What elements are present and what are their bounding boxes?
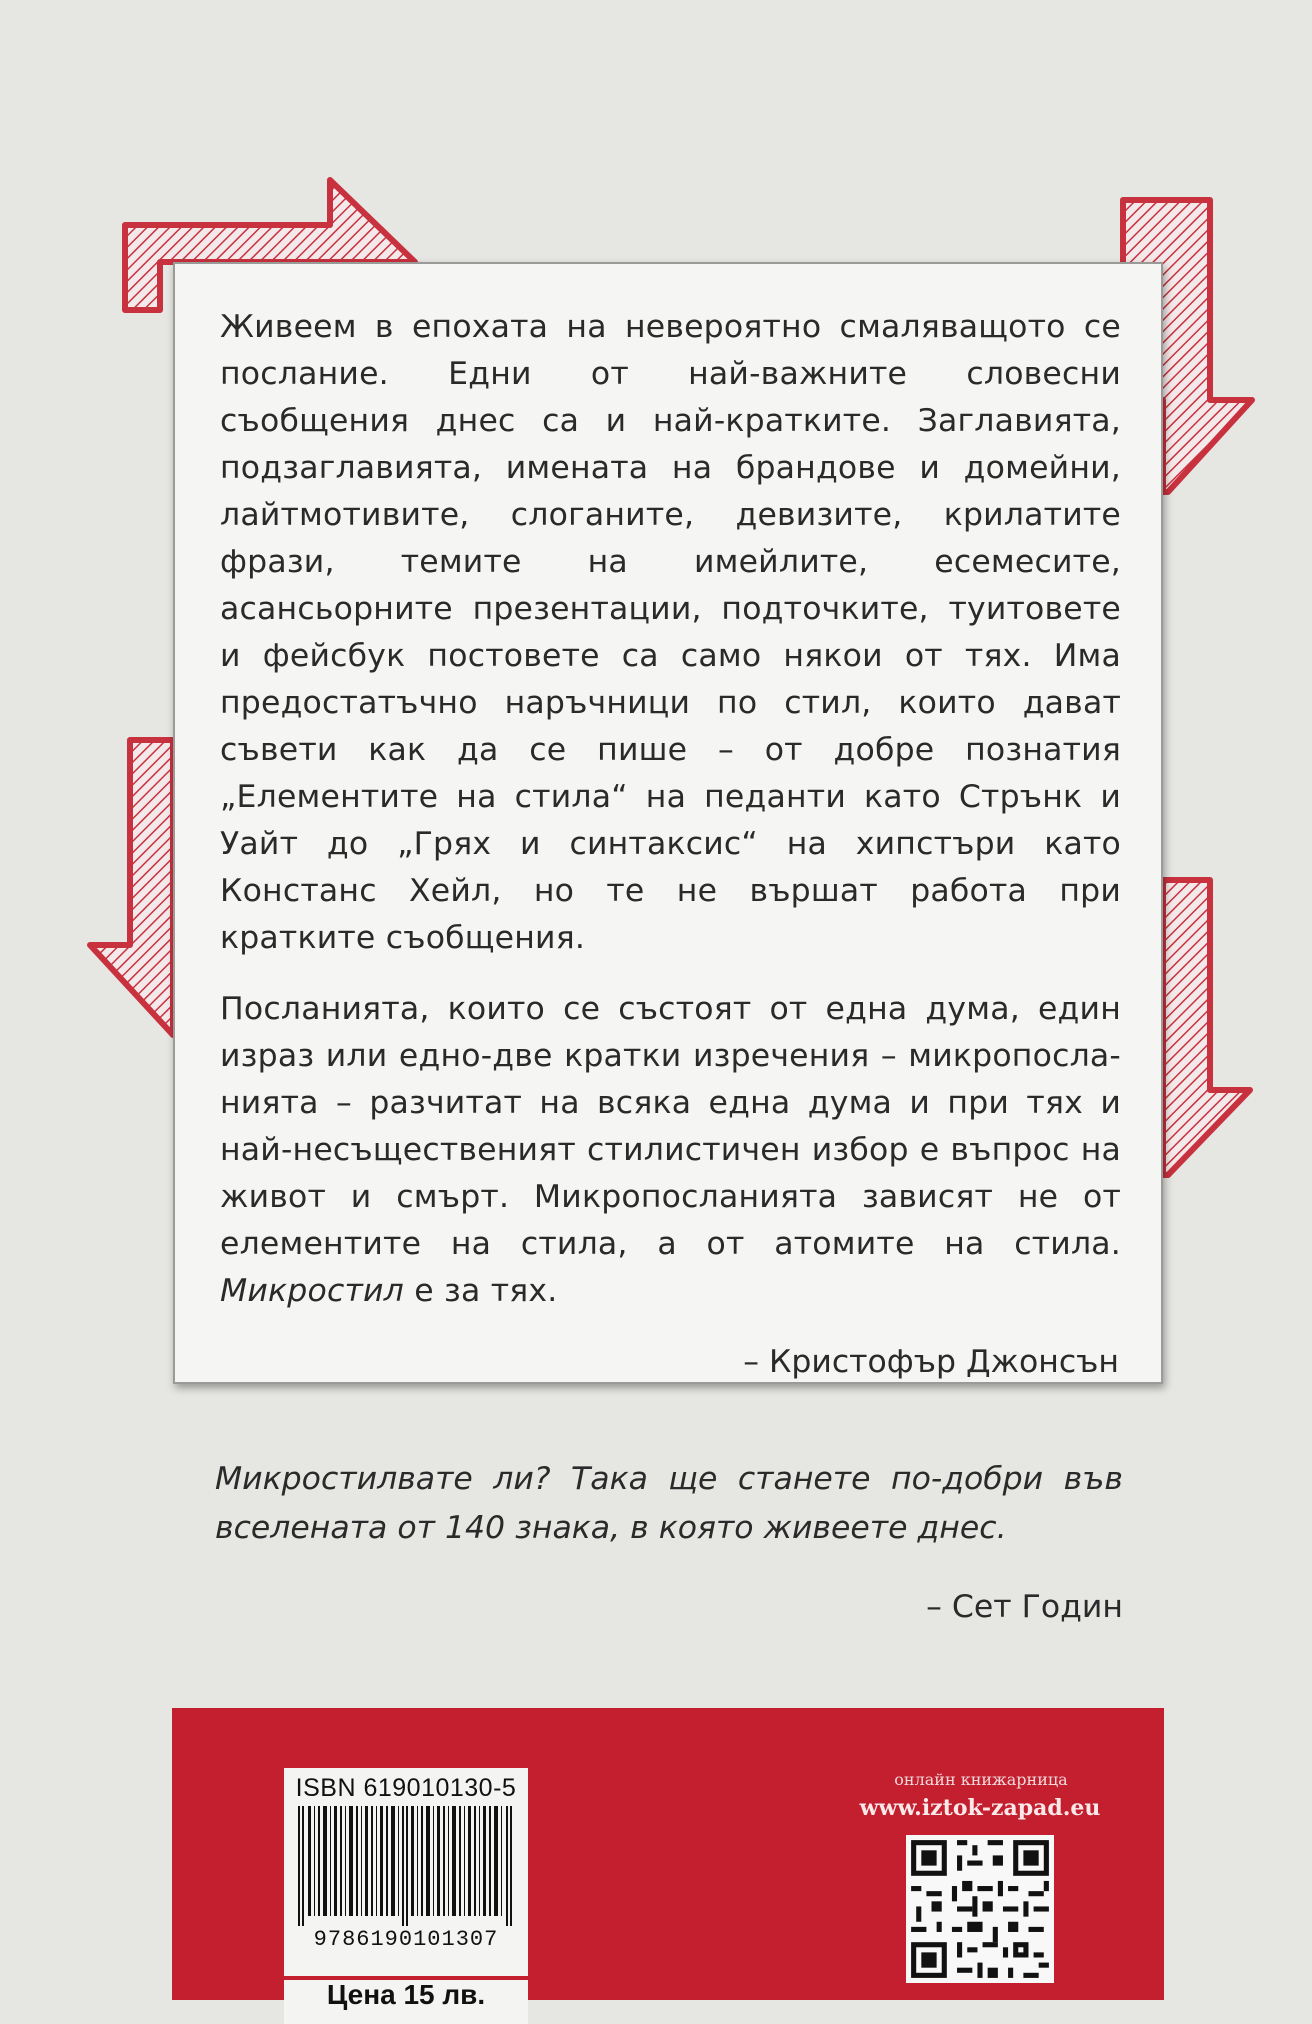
book-title-italic: Микростил	[220, 1273, 405, 1309]
arrow-mid-left	[90, 740, 173, 1035]
quote-box	[173, 262, 1163, 1384]
isbn-label: ISBN 619010130-5	[295, 1774, 517, 1802]
shop-url[interactable]: www.iztok-zapad.eu	[859, 1795, 1101, 1821]
quote-paragraph-2	[220, 986, 1121, 1315]
ean-digits: 9786190101307	[313, 1927, 499, 1952]
shop-label: онлайн книжарница	[894, 1770, 1068, 1789]
quote-paragraph-2-text: Посланията, които се състоят от една дума, един израз или едно-две кратки изречения – микропосла-нията – разчитат на всяка една дума и при тях и най-несъщественият стилистичен избор е въпрос на живот и смърт. Микропосланията зависят не от елементите на стила, а от атомите на стила.	[220, 991, 1121, 1262]
blurb-signature: – Сет Годин	[926, 1589, 1123, 1625]
barcode-icon	[294, 1806, 518, 1926]
barcode-box	[284, 1768, 528, 1976]
qr-code-icon[interactable]	[906, 1835, 1054, 1983]
quote-paragraph-1: Живеем в епохата на невероятно смаляващото се послание. Едни от най-важните словесни съобщения днес са и най-кратките. Заглавията, подзаглавията, имената на брандове и домейни, лайтмотивите, слоганите, девизите, крилатите фрази, темите на имейлите, есемесите, асансьорните презентации, подточките, туитовете и фейсбук постовете са само някои от тях. Има предостатъчно наръчници по стил, които дават съвети как да се пише – от добре познатия „Елементите на стила“ на педанти като Стрънк и Уайт до „Грях и синтаксис“ на хипстъри като Констанс Хейл, но те не вършат работа при кратките съобщения.	[220, 309, 1121, 956]
blurb-text: Микростилвате ли? Така ще станете по-добри във вселената от 140 знака, в която живеете днес.	[215, 1461, 1123, 1546]
quote-signature: – Кристофър Джонсън	[743, 1344, 1119, 1380]
quote-paragraph-2-end: е за тях.	[404, 1273, 558, 1309]
arrow-mid-right	[1163, 880, 1250, 1175]
price-label: Цена 15 лв.	[284, 1980, 528, 2024]
